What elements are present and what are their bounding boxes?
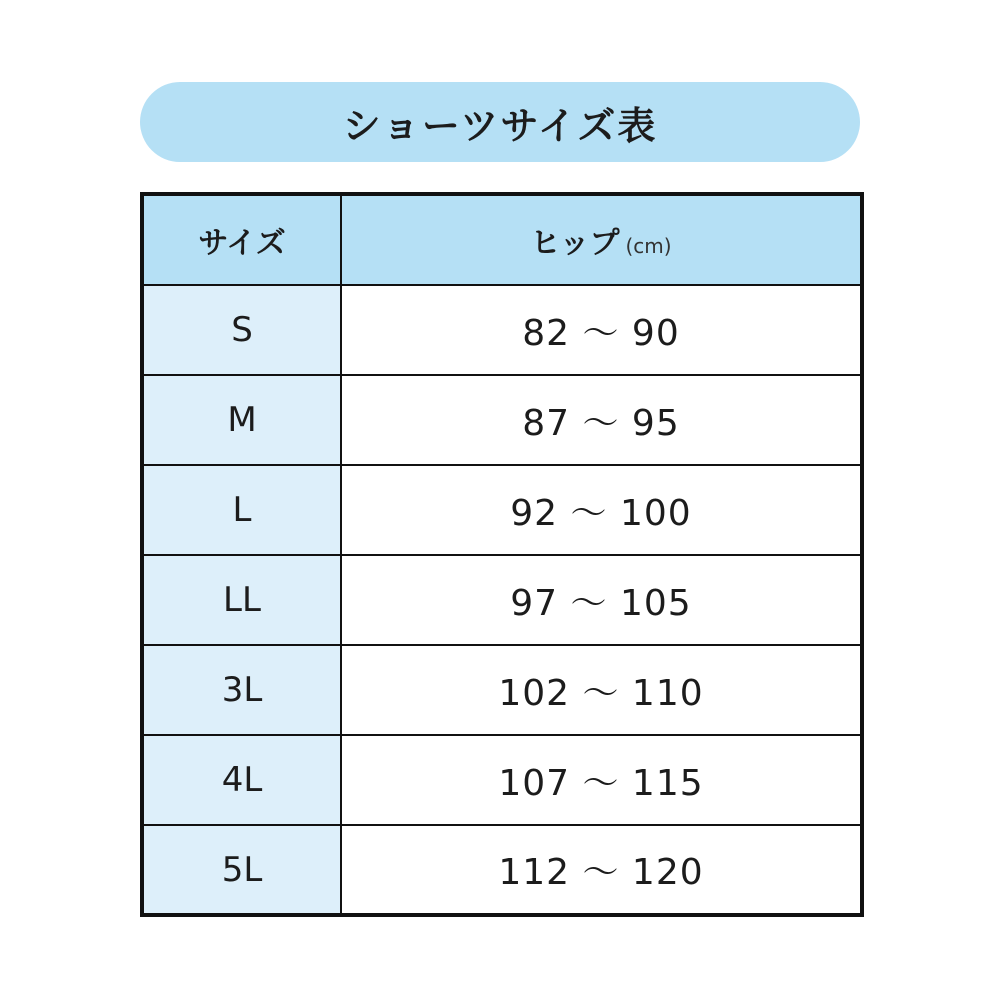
- size-cell: S: [142, 285, 341, 375]
- hip-header-label: ヒップ: [530, 226, 620, 261]
- size-cell: 5L: [142, 825, 341, 915]
- hip-range-cell: 102 〜 110: [341, 645, 862, 735]
- hip-range-cell: 92 〜 100: [341, 465, 862, 555]
- size-column-header: [142, 194, 341, 285]
- table-row: [142, 825, 862, 915]
- size-cell: LL: [142, 555, 341, 645]
- hip-range-cell: 82 〜 90: [341, 285, 862, 375]
- table-row: [142, 555, 862, 645]
- table-header-row: [142, 194, 862, 285]
- size-header-label: サイズ: [198, 226, 286, 261]
- page-title: ショーツサイズ表: [342, 103, 658, 148]
- table-row: [142, 645, 862, 735]
- size-cell: M: [142, 375, 341, 465]
- table-row: [142, 735, 862, 825]
- size-cell: 3L: [142, 645, 341, 735]
- hip-range-cell: 87 〜 95: [341, 375, 862, 465]
- table-row: [142, 465, 862, 555]
- hip-unit-label: (cm): [625, 234, 672, 258]
- hip-range-cell: 97 〜 105: [341, 555, 862, 645]
- size-cell: 4L: [142, 735, 341, 825]
- title-banner: [140, 82, 860, 162]
- hip-range-cell: 107 〜 115: [341, 735, 862, 825]
- size-cell: L: [142, 465, 341, 555]
- table-row: [142, 375, 862, 465]
- hip-column-header: [341, 194, 862, 285]
- table-row: [142, 285, 862, 375]
- hip-range-cell: 112 〜 120: [341, 825, 862, 915]
- size-table: [140, 192, 864, 917]
